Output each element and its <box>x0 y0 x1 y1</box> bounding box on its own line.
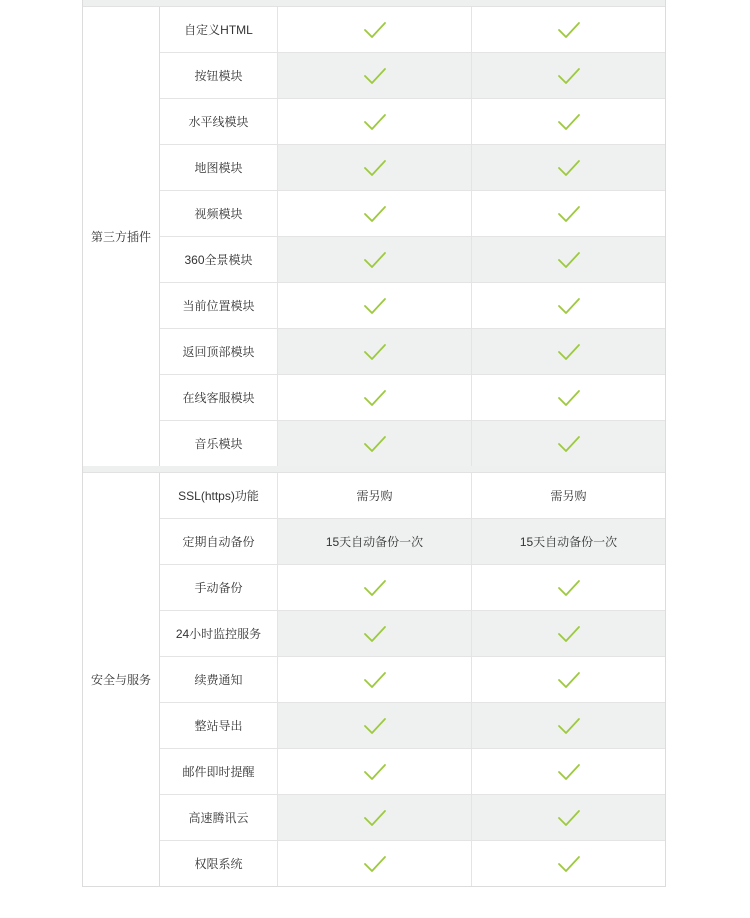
check-cell <box>278 53 472 98</box>
check-cell <box>472 53 665 98</box>
check-cell <box>472 703 665 748</box>
table-row <box>160 703 665 749</box>
checkmark-icon <box>557 763 581 781</box>
check-cell <box>278 145 472 190</box>
checkmark-icon <box>363 205 387 223</box>
check-cell <box>278 611 472 656</box>
checkmark-icon <box>557 297 581 315</box>
section-security-service <box>83 473 665 886</box>
feature-name: 返回顶部模块 <box>160 329 278 374</box>
checkmark-icon <box>557 717 581 735</box>
feature-comparison-table <box>82 0 666 887</box>
checkmark-icon <box>363 579 387 597</box>
table-row <box>160 657 665 703</box>
check-cell <box>472 99 665 144</box>
table-row <box>160 7 665 53</box>
check-cell <box>472 145 665 190</box>
section-rows <box>160 7 665 466</box>
table-row <box>160 611 665 657</box>
checkmark-icon <box>557 67 581 85</box>
table-row <box>160 145 665 191</box>
checkmark-icon <box>557 671 581 689</box>
table-row <box>160 841 665 886</box>
check-cell <box>278 237 472 282</box>
check-cell <box>472 7 665 52</box>
check-cell <box>278 565 472 610</box>
table-row <box>160 191 665 237</box>
check-cell <box>278 7 472 52</box>
feature-name: 自定义HTML <box>160 7 278 52</box>
checkmark-icon <box>363 343 387 361</box>
table-row <box>160 473 665 519</box>
table-row <box>160 99 665 145</box>
feature-name: 音乐模块 <box>160 421 278 466</box>
feature-name: 权限系统 <box>160 841 278 886</box>
checkmark-icon <box>363 671 387 689</box>
checkmark-icon <box>363 297 387 315</box>
value-text: 15天自动备份一次 <box>325 535 424 549</box>
table-row <box>160 421 665 466</box>
check-cell <box>472 329 665 374</box>
table-row <box>160 283 665 329</box>
category-label: 第三方插件 <box>83 7 160 466</box>
table-row <box>160 237 665 283</box>
checkmark-icon <box>363 763 387 781</box>
checkmark-icon <box>557 343 581 361</box>
check-cell <box>278 657 472 702</box>
feature-name: 地图模块 <box>160 145 278 190</box>
check-cell <box>472 795 665 840</box>
check-cell <box>472 749 665 794</box>
table-row <box>160 375 665 421</box>
check-cell <box>472 841 665 886</box>
check-cell <box>278 191 472 236</box>
check-cell <box>278 795 472 840</box>
checkmark-icon <box>557 113 581 131</box>
table-row <box>160 749 665 795</box>
check-cell <box>472 283 665 328</box>
checkmark-icon <box>363 809 387 827</box>
checkmark-icon <box>557 855 581 873</box>
checkmark-icon <box>363 435 387 453</box>
feature-name: 手动备份 <box>160 565 278 610</box>
feature-name: 当前位置模块 <box>160 283 278 328</box>
checkmark-icon <box>363 251 387 269</box>
check-cell <box>278 283 472 328</box>
check-cell <box>278 749 472 794</box>
feature-name: 24小时监控服务 <box>160 611 278 656</box>
feature-name: 邮件即时提醒 <box>160 749 278 794</box>
feature-name: 360全景模块 <box>160 237 278 282</box>
checkmark-icon <box>557 251 581 269</box>
feature-name: SSL(https)功能 <box>160 473 278 518</box>
check-cell <box>278 375 472 420</box>
checkmark-icon <box>363 159 387 177</box>
check-cell <box>472 421 665 466</box>
checkmark-icon <box>363 21 387 39</box>
value-cell <box>278 519 472 564</box>
checkmark-icon <box>363 113 387 131</box>
section-separator <box>83 0 665 7</box>
feature-name: 高速腾讯云 <box>160 795 278 840</box>
value-text: 15天自动备份一次 <box>519 535 618 549</box>
category-label: 安全与服务 <box>83 473 160 886</box>
check-cell <box>472 375 665 420</box>
check-cell <box>472 611 665 656</box>
feature-name: 定期自动备份 <box>160 519 278 564</box>
checkmark-icon <box>557 21 581 39</box>
check-cell <box>472 657 665 702</box>
checkmark-icon <box>557 625 581 643</box>
value-cell <box>472 473 665 518</box>
checkmark-icon <box>363 67 387 85</box>
feature-name: 视频模块 <box>160 191 278 236</box>
check-cell <box>278 841 472 886</box>
section-rows <box>160 473 665 886</box>
checkmark-icon <box>557 205 581 223</box>
feature-name: 整站导出 <box>160 703 278 748</box>
value-cell <box>278 473 472 518</box>
value-text: 需另购 <box>550 489 587 503</box>
checkmark-icon <box>557 389 581 407</box>
check-cell <box>278 421 472 466</box>
table-row <box>160 329 665 375</box>
feature-name: 水平线模块 <box>160 99 278 144</box>
feature-name: 在线客服模块 <box>160 375 278 420</box>
table-row <box>160 53 665 99</box>
checkmark-icon <box>557 435 581 453</box>
section-third-party-plugins <box>83 7 665 466</box>
table-row <box>160 519 665 565</box>
table-row <box>160 565 665 611</box>
checkmark-icon <box>363 717 387 735</box>
checkmark-icon <box>557 159 581 177</box>
check-cell <box>278 329 472 374</box>
value-cell <box>472 519 665 564</box>
check-cell <box>472 191 665 236</box>
table-row <box>160 795 665 841</box>
section-separator <box>83 466 665 473</box>
feature-name: 按钮模块 <box>160 53 278 98</box>
checkmark-icon <box>363 855 387 873</box>
check-cell <box>278 703 472 748</box>
checkmark-icon <box>363 389 387 407</box>
checkmark-icon <box>557 579 581 597</box>
checkmark-icon <box>557 809 581 827</box>
check-cell <box>278 99 472 144</box>
check-cell <box>472 565 665 610</box>
checkmark-icon <box>363 625 387 643</box>
check-cell <box>472 237 665 282</box>
feature-name: 续费通知 <box>160 657 278 702</box>
value-text: 需另购 <box>356 489 393 503</box>
